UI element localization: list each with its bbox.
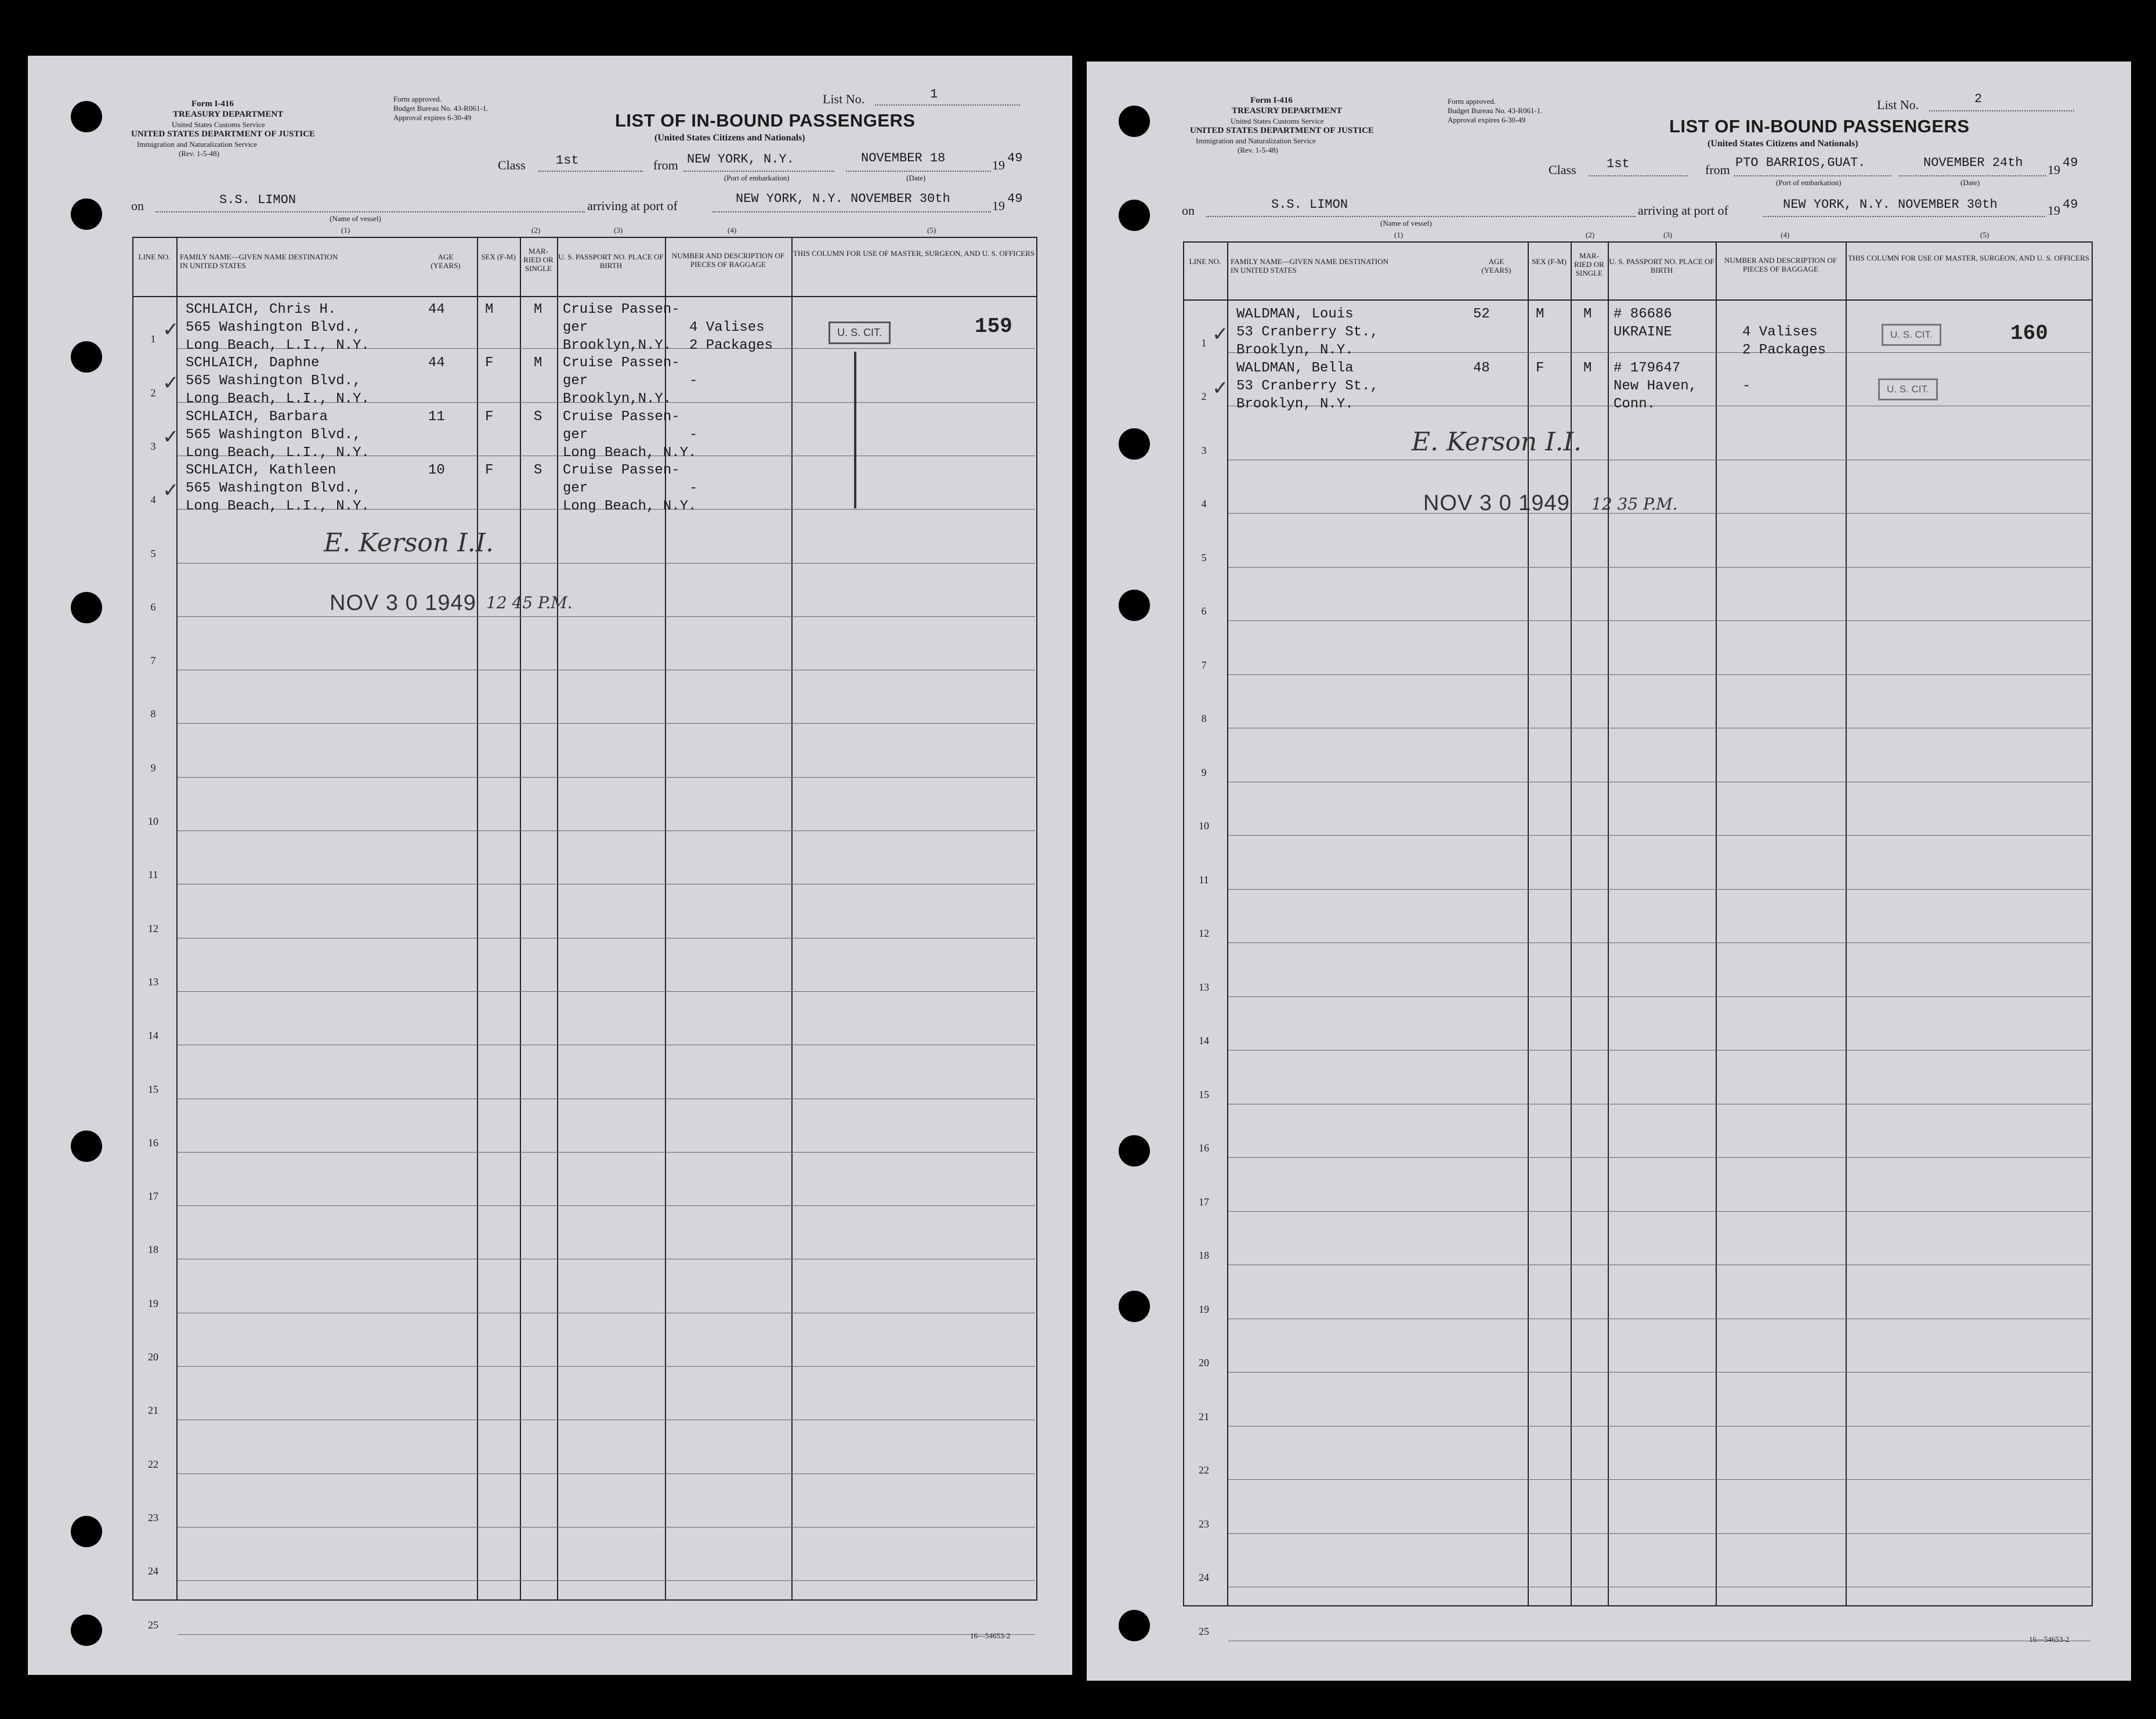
passenger-address-2: Long Beach, L.I., N.Y.: [186, 498, 370, 514]
col-num-2: (2): [531, 226, 541, 234]
form-number: Form I-416: [191, 99, 234, 109]
inspector-signature: E. Kerson I.I.: [1412, 427, 1582, 457]
binder-hole: [1119, 200, 1150, 231]
col-officers-header: THIS COLUMN FOR USE OF MASTER, SURGEON, AND U. S. OFFICERS: [793, 249, 1035, 258]
passenger-age: 52: [1473, 306, 1490, 322]
row-number: 14: [1199, 1035, 1209, 1046]
col-passport-header: U. S. PASSPORT NO. PLACE OF BIRTH: [558, 252, 664, 270]
row-number: 23: [148, 1511, 158, 1523]
on-label: on: [131, 198, 144, 213]
list-no-label: List No.: [823, 92, 865, 106]
col-sex-header: SEX (F-M): [1532, 257, 1567, 266]
class-label: Class: [498, 158, 526, 172]
col-age-header: AGE (YEARS): [1481, 257, 1511, 275]
row-number: 6: [1201, 605, 1207, 617]
row-number: 12: [1199, 927, 1209, 939]
col-num-4: (4): [1781, 230, 1790, 239]
time-note: 12 35 P.M.: [1591, 494, 1678, 514]
row-number: 19: [1199, 1303, 1209, 1315]
budget-bureau: Budget Bureau No. 43-R061-1.: [393, 104, 489, 113]
arrival-year-prefix: 19: [992, 198, 1005, 213]
row-rule: [178, 830, 1035, 831]
row-number: 9: [150, 761, 156, 774]
treasury-dept: TREASURY DEPARTMENT: [1232, 106, 1343, 115]
binder-hole: [71, 341, 102, 373]
passport-line-2: ger: [563, 427, 588, 443]
row-number: 22: [148, 1458, 158, 1470]
form-title: LIST OF IN-BOUND PASSENGERS: [1669, 116, 1970, 136]
passenger-address-2: Long Beach, L.I., N.Y.: [186, 445, 370, 461]
arrival-year: 49: [1007, 192, 1023, 206]
form-footer-number: 16—54653-2: [2029, 1635, 2070, 1644]
row-number: 11: [148, 869, 158, 881]
row-number: 20: [1199, 1357, 1209, 1368]
row-number: 6: [150, 601, 156, 613]
passenger-age: 11: [428, 409, 445, 425]
row-number: 23: [1199, 1518, 1209, 1530]
passenger-address-2: Brooklyn, N.Y.: [1236, 396, 1354, 412]
row-number: 20: [148, 1351, 158, 1363]
vessel-name: S.S. LIMON: [219, 193, 296, 207]
departure-date: NOVEMBER 24th: [1923, 156, 2023, 170]
passport-line-3: Long Beach, N.Y.: [563, 498, 697, 514]
passenger-name: SCHLAICH, Chris H.: [186, 302, 337, 317]
baggage-line-2: 2 Packages: [689, 338, 773, 353]
col-num-2: (2): [1586, 230, 1595, 239]
class-value: 1st: [556, 153, 579, 168]
col-name-header: FAMILY NAME—GIVEN NAME DESTINATION IN UNITED STATES: [180, 252, 338, 270]
date-label: (Date): [906, 174, 926, 182]
col-baggage-header: NUMBER AND DESCRIPTION OF PIECES OF BAGGAGE: [1724, 256, 1837, 273]
check-mark-icon: ✓: [162, 478, 179, 502]
passenger-age: 44: [428, 302, 445, 317]
passport-line-1: Cruise Passen-: [563, 355, 680, 371]
time-note: 12 45 P.M.: [486, 593, 573, 612]
check-mark-icon: ✓: [1212, 376, 1229, 400]
us-cit-stamp-2: U. S. CIT.: [1878, 378, 1938, 400]
arriving-label: arriving at port of: [1638, 203, 1728, 218]
col-baggage-header: NUMBER AND DESCRIPTION OF PIECES OF BAGGAGE: [672, 251, 784, 269]
passport-line-1: Cruise Passen-: [563, 302, 680, 317]
vessel-name-label: (Name of vessel): [330, 214, 381, 223]
binder-hole: [1119, 1135, 1150, 1167]
passenger-married: M: [534, 302, 542, 317]
passenger-address-2: Long Beach, L.I., N.Y.: [186, 391, 370, 407]
passenger-married: M: [1583, 306, 1592, 322]
passport-line-2: ger: [563, 480, 588, 496]
date-stamp: NOV 3 0 1949: [1423, 491, 1570, 515]
passenger-name: SCHLAICH, Daphne: [186, 355, 320, 371]
col-num-5: (5): [1980, 230, 1989, 239]
col-married-header: MAR-RIED OR SINGLE: [523, 247, 554, 273]
row-number: 25: [1199, 1625, 1209, 1637]
ins-label: Immigration and Naturalization Service: [137, 140, 257, 149]
row-number: 9: [1201, 766, 1207, 778]
vertical-mark: [854, 352, 856, 508]
passenger-sex: F: [1536, 360, 1544, 376]
passenger-address-1: 565 Washington Blvd.,: [186, 373, 361, 389]
doj-label: UNITED STATES DEPARTMENT OF JUSTICE: [131, 129, 316, 139]
vessel-name: S.S. LIMON: [1271, 197, 1348, 212]
row-rule: [1228, 1533, 2090, 1534]
row-number: 25: [148, 1619, 158, 1631]
baggage-line-1: -: [689, 427, 698, 443]
customs-service: United States Customs Service: [172, 120, 265, 129]
treasury-dept: TREASURY DEPARTMENT: [173, 110, 284, 119]
passport-line-2: UKRAINE: [1614, 324, 1672, 340]
arrival-port: NEW YORK, N.Y. NOVEMBER 30th: [1783, 197, 1998, 212]
row-number: 15: [148, 1083, 158, 1095]
list-no-label: List No.: [1877, 97, 1919, 112]
passenger-address-1: 53 Cranberry St.,: [1236, 378, 1379, 394]
date-label: (Date): [1960, 178, 1980, 187]
inspector-signature: E. Kerson I.I.: [324, 528, 494, 558]
binder-hole: [71, 1615, 102, 1646]
row-rule: [1228, 835, 2090, 836]
passenger-address-2: Brooklyn, N.Y.: [1236, 342, 1354, 358]
binder-hole: [71, 1131, 102, 1162]
passenger-sex: M: [1536, 306, 1544, 322]
row-number: 17: [148, 1190, 158, 1202]
col-num-4: (4): [728, 226, 737, 234]
vessel-name-label: (Name of vessel): [1380, 219, 1432, 227]
from-port-value: PTO BARRIOS,GUAT.: [1735, 156, 1866, 170]
baggage-line-1: -: [689, 373, 698, 389]
binder-hole: [71, 1516, 102, 1547]
row-number: 17: [1199, 1196, 1209, 1208]
passport-line-2: ger: [563, 373, 588, 389]
form-approved: Form approved.: [1448, 97, 1496, 106]
row-rule: [1228, 674, 2090, 675]
approval-expires: Approval expires 6-30-49: [1448, 115, 1526, 124]
passenger-name: WALDMAN, Bella: [1236, 360, 1354, 376]
form-footer-number: 16—54653-2: [970, 1631, 1011, 1640]
form-title: LIST OF IN-BOUND PASSENGERS: [615, 110, 916, 131]
col-name-header: FAMILY NAME—GIVEN NAME DESTINATION IN UNITED STATES: [1231, 257, 1389, 275]
row-rule: [178, 1580, 1035, 1581]
list-no-value: 2: [1974, 92, 1983, 106]
row-number: 11: [1199, 873, 1209, 886]
class-value: 1st: [1607, 157, 1630, 171]
passport-line-1: Cruise Passen-: [563, 409, 680, 425]
arrival-year: 49: [2063, 197, 2078, 212]
row-number: 10: [1199, 820, 1209, 832]
passenger-married: M: [1583, 360, 1592, 376]
row-rule: [1228, 889, 2090, 890]
departure-date: NOVEMBER 18: [861, 151, 946, 165]
row-number: 5: [1201, 551, 1207, 564]
col-officers-header: THIS COLUMN FOR USE OF MASTER, SURGEON, AND U. S. OFFICERS: [1847, 254, 2090, 262]
passport-line-3: Long Beach, N.Y.: [563, 445, 697, 461]
row-number: 22: [1199, 1464, 1209, 1476]
binder-hole: [1119, 1610, 1150, 1641]
row-number: 2: [1201, 391, 1207, 402]
passport-line-1: # 179647: [1614, 360, 1681, 376]
passenger-name: SCHLAICH, Kathleen: [186, 462, 337, 478]
manifest-sheet-2: [1087, 62, 2131, 1681]
check-mark-icon: ✓: [162, 371, 179, 395]
row-rule: [1228, 1211, 2090, 1212]
passenger-sex: F: [485, 462, 494, 478]
row-number: 4: [1201, 498, 1207, 510]
approval-expires: Approval expires 6-30-49: [393, 113, 472, 122]
col-married-header: MAR-RIED OR SINGLE: [1574, 251, 1604, 277]
customs-service: United States Customs Service: [1231, 117, 1324, 125]
revision: (Rev. 1-5-48): [179, 149, 219, 158]
arrival-port: NEW YORK, N.Y. NOVEMBER 30th: [736, 192, 950, 206]
row-rule: [1228, 1157, 2090, 1158]
row-number: 14: [148, 1030, 158, 1042]
passenger-sex: F: [485, 409, 494, 425]
passenger-sex: M: [485, 302, 494, 317]
passenger-name: WALDMAN, Louis: [1236, 306, 1354, 322]
row-rule: [178, 1152, 1035, 1153]
row-rule: [1228, 620, 2090, 621]
row-rule: [1228, 942, 2090, 943]
port-embarkation-label: (Port of embarkation): [724, 174, 790, 182]
on-label: on: [1182, 203, 1195, 218]
port-embarkation-label: (Port of embarkation): [1776, 178, 1842, 187]
year-value: 49: [2063, 156, 2078, 170]
passport-line-1: Cruise Passen-: [563, 462, 680, 478]
passenger-sex: F: [485, 355, 494, 371]
passport-line-3: Brooklyn,N.Y.: [563, 338, 672, 353]
year-prefix: 19: [2048, 162, 2060, 177]
row-rule: [178, 616, 1035, 617]
form-approved: Form approved.: [393, 95, 442, 103]
row-number: 13: [148, 976, 158, 988]
row-number: 8: [150, 708, 156, 720]
row-rule: [1228, 996, 2090, 997]
row-number: 19: [148, 1297, 158, 1309]
check-mark-icon: ✓: [162, 318, 179, 341]
binder-hole: [1119, 106, 1150, 137]
baggage-line-1: 4 Valises: [689, 320, 765, 335]
check-mark-icon: ✓: [1212, 323, 1229, 346]
row-number: 3: [1201, 444, 1207, 456]
manifest-sheet-1: [28, 56, 1072, 1675]
row-rule: [178, 1634, 1035, 1635]
passenger-name: SCHLAICH, Barbara: [186, 409, 328, 425]
row-rule: [178, 563, 1035, 564]
row-number: 21: [1199, 1410, 1209, 1422]
from-label: from: [653, 158, 678, 172]
row-rule: [178, 1205, 1035, 1206]
baggage-line-2: 2 Packages: [1742, 342, 1826, 358]
col-num-3: (3): [614, 226, 623, 234]
form-number: Form I-416: [1250, 96, 1293, 105]
row-number: 7: [1201, 659, 1207, 671]
row-rule: [178, 991, 1035, 992]
row-number: 16: [148, 1136, 158, 1149]
class-label: Class: [1549, 162, 1576, 177]
row-rule: [178, 1366, 1035, 1367]
row-rule: [1228, 1372, 2090, 1373]
col-sex-header: SEX (F-M): [481, 252, 516, 261]
row-rule: [1228, 1479, 2090, 1480]
form-subtitle: (United States Citizens and Nationals): [1708, 139, 1858, 149]
check-mark-icon: ✓: [162, 425, 179, 449]
passport-line-3: Brooklyn,N.Y.: [563, 391, 672, 407]
row-number: 16: [1199, 1142, 1209, 1154]
from-label: from: [1705, 162, 1730, 177]
col-age-header: AGE (YEARS): [431, 252, 461, 270]
col-line-header: LINE NO.: [138, 252, 171, 261]
row-number: 5: [150, 547, 156, 559]
ins-label: Immigration and Naturalization Service: [1196, 136, 1316, 145]
binder-hole: [1119, 1291, 1150, 1322]
baggage-line-1: 4 Valises: [1742, 324, 1818, 340]
row-rule: [178, 777, 1035, 778]
passenger-age: 48: [1473, 360, 1490, 376]
row-number: 8: [1201, 713, 1207, 724]
passport-line-1: # 86686: [1614, 306, 1672, 322]
passenger-address-2: Long Beach, L.I., N.Y.: [186, 338, 370, 353]
passenger-address-1: 53 Cranberry St.,: [1236, 324, 1379, 340]
row-number: 3: [150, 440, 156, 452]
passenger-married: S: [534, 409, 542, 425]
us-cit-stamp: U. S. CIT.: [829, 322, 891, 344]
budget-bureau: Budget Bureau No. 43-R061-1.: [1448, 106, 1543, 115]
col-passport-header: U. S. PASSPORT NO. PLACE OF BIRTH: [1609, 257, 1714, 275]
binder-hole: [1119, 428, 1150, 460]
arriving-label: arriving at port of: [587, 198, 678, 213]
passenger-address-1: 565 Washington Blvd.,: [186, 427, 361, 443]
col-line-header: LINE NO.: [1189, 257, 1221, 266]
row-number: 7: [150, 655, 156, 667]
col-num-3: (3): [1663, 230, 1673, 239]
passenger-age: 10: [428, 462, 445, 478]
baggage-line-1: -: [1742, 378, 1751, 394]
year-value: 49: [1007, 151, 1023, 165]
passenger-married: M: [534, 355, 542, 371]
row-number: 24: [148, 1565, 158, 1577]
revision: (Rev. 1-5-48): [1238, 146, 1278, 154]
stamp-number: 159: [975, 315, 1012, 338]
passport-line-2: New Haven,: [1614, 378, 1698, 394]
col-num-1: (1): [341, 226, 350, 234]
col-num-1: (1): [1394, 230, 1403, 239]
row-rule: [1228, 352, 2090, 353]
passport-line-3: Conn.: [1614, 396, 1656, 412]
passport-line-2: ger: [563, 320, 588, 335]
passenger-address-1: 565 Washington Blvd.,: [186, 320, 361, 335]
year-prefix: 19: [992, 158, 1005, 172]
list-no-value: 1: [930, 87, 938, 102]
binder-hole: [71, 592, 102, 623]
col-num-5: (5): [927, 226, 936, 234]
row-rule: [1228, 567, 2090, 568]
row-number: 10: [148, 815, 158, 827]
form-subtitle: (United States Citizens and Nationals): [654, 133, 805, 143]
row-number: 15: [1199, 1088, 1209, 1100]
from-port-value: NEW YORK, N.Y.: [687, 152, 794, 167]
doj-label: UNITED STATES DEPARTMENT OF JUSTICE: [1190, 126, 1374, 135]
binder-hole: [71, 198, 102, 230]
passenger-address-1: 565 Washington Blvd.,: [186, 480, 361, 496]
row-number: 24: [1199, 1572, 1209, 1583]
row-number: 1: [150, 333, 156, 345]
passenger-age: 44: [428, 355, 445, 371]
row-number: 4: [150, 494, 156, 506]
baggage-line-1: -: [689, 480, 698, 496]
row-number: 13: [1199, 981, 1209, 993]
row-rule: [1228, 1426, 2090, 1427]
row-number: 1: [1201, 337, 1207, 349]
row-number: 18: [1199, 1249, 1209, 1261]
row-number: 2: [150, 387, 156, 399]
row-number: 18: [148, 1244, 158, 1256]
row-number: 21: [148, 1404, 158, 1417]
binder-hole: [1119, 590, 1150, 621]
row-number: 12: [148, 922, 158, 934]
arrival-year-prefix: 19: [2048, 203, 2060, 218]
binder-hole: [71, 101, 102, 132]
date-stamp: NOV 3 0 1949: [330, 591, 476, 615]
us-cit-stamp: U. S. CIT.: [1882, 324, 1941, 346]
row-rule: [178, 723, 1035, 724]
passenger-married: S: [534, 462, 542, 478]
stamp-number: 160: [2010, 322, 2048, 345]
